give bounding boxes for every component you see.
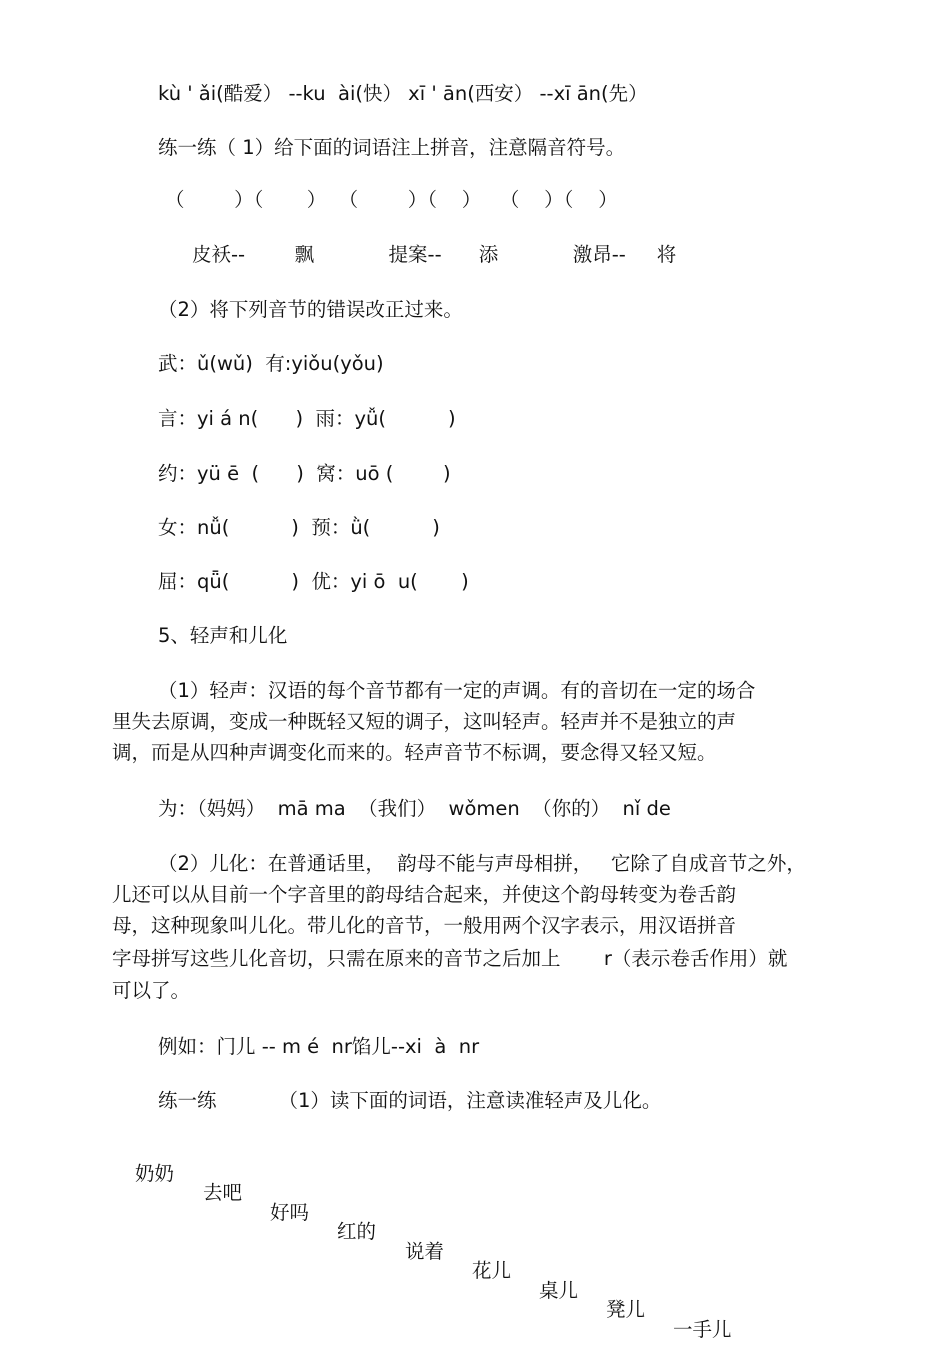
erhua-paragraph-line: 儿还可以从目前一个字音里的韵母结合起来，并使这个韵母转变为卷舌韵 <box>112 883 737 906</box>
erhua-example: 例如：门儿 -- m é nr馅儿--xi à nr <box>158 1035 480 1058</box>
reading-word: 说着 <box>405 1239 445 1263</box>
reading-word: 好吗 <box>270 1200 310 1224</box>
section-5-heading: 5、轻声和儿化 <box>158 624 288 647</box>
exercise-1-words: 皮袄-- 飘 提案-- 添 激昂-- 将 <box>192 243 677 266</box>
pinyin-line: 武：ǔ(wǔ) 有:yiǒu(yǒu) <box>158 352 384 375</box>
reading-word: 凳儿 <box>606 1298 646 1321</box>
erhua-paragraph-line: （2）儿化：在普通话里， 韵母不能与声母相拼， 它除了自成音节之外， <box>158 852 806 875</box>
reading-word: 花儿 <box>472 1259 512 1282</box>
pinyin-line: 言：yi á n( ) 雨：yǚ( ) <box>158 407 456 430</box>
reading-word: 奶奶 <box>135 1161 175 1185</box>
qingsheng-paragraph-line: 调，而是从四种声调变化而来的。轻声音节不标调，要念得又轻又短。 <box>112 741 717 764</box>
erhua-paragraph-line: 母，这种现象叫儿化。带儿化的音节，一般用两个汉字表示，用汉语拼音 <box>112 914 737 937</box>
answer-blank-row: （ ）（ ） （ ）（ ） （ ）（ ） <box>165 188 618 211</box>
exercise-2-title: （2）将下列音节的错误改正过来。 <box>158 298 463 321</box>
erhua-paragraph-line: 可以了。 <box>112 979 191 1002</box>
reading-word: 去吧 <box>203 1181 243 1204</box>
exercise-1-title: 练一练（ 1）给下面的词语注上拼音，注意隔音符号。 <box>158 136 626 159</box>
erhua-paragraph-line: 字母拼写这些儿化音切，只需在原来的音节之后加上 r（表示卷舌作用）就 <box>112 947 788 970</box>
pinyin-separator-example: kù ' ǎi(酷爱） --ku ài(快） xī ' ān(西安） --xī ān(先） <box>158 82 648 105</box>
reading-word: 一手儿 <box>673 1317 732 1341</box>
reading-word: 桌儿 <box>539 1278 579 1302</box>
pinyin-line: 约：yü ē ( ) 窝：uō ( ) <box>158 462 451 485</box>
qingsheng-paragraph-line: 里失去原调，变成一种既轻又短的调子，这叫轻声。轻声并不是独立的声 <box>112 710 737 733</box>
reading-word-list <box>0 1144 950 1341</box>
exercise-3-title: 练一练 （1）读下面的词语，注意读准轻声及儿化。 <box>158 1089 662 1112</box>
pinyin-line: 女：nǚ( ) 预：ǜ( ) <box>158 516 440 539</box>
qingsheng-example: 为：（妈妈） mā ma （我们） wǒmen （你的） nǐ de <box>158 797 671 820</box>
pinyin-line: 屈：qǖ( ) 优：yi ō u( ) <box>158 570 469 593</box>
qingsheng-paragraph-line: （1）轻声：汉语的每个音节都有一定的声调。有的音切在一定的场合 <box>158 679 756 702</box>
reading-word: 红的 <box>337 1220 377 1243</box>
